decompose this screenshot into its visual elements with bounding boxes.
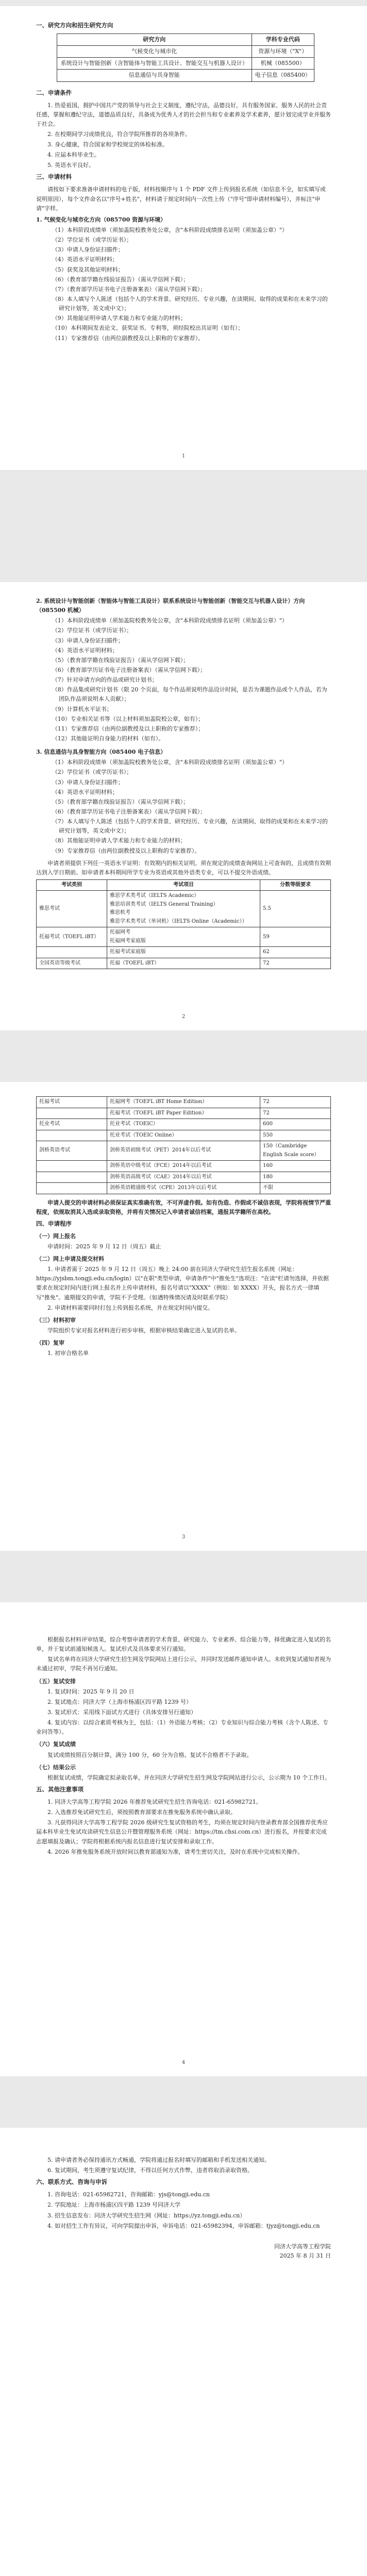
table-row <box>37 1119 331 1130</box>
table-cell: 550 <box>260 1130 330 1141</box>
list-item: 2. 复试地点：同济大学（上海市杨浦区四平路 1239 号） <box>47 1698 192 1705</box>
table-cell <box>37 1183 107 1194</box>
table-cell: 剑桥英语初级考试（PET）2014年以后考试 <box>107 1141 260 1161</box>
section-title: 六、联系方式、咨询与申诉 <box>36 2178 107 2186</box>
table-row <box>37 1161 331 1172</box>
table-cell: 72 <box>260 1108 330 1119</box>
list-item: （3）申请人身份证扫描件； <box>52 637 124 644</box>
table-header: 研究方向 <box>57 33 252 45</box>
list-item: 2. 入选推荐免试研究生后，须按照教育部要求在推免服务系统中确认录取。 <box>47 1809 236 1816</box>
table-row <box>37 1172 331 1183</box>
paragraph: 3. 身心健康，符合国家和学校规定的体检标准。 <box>47 141 168 148</box>
list-item: （10）专业相关证书等（以上材料须加盖院校公章，如有）； <box>52 715 204 722</box>
list-item: 1. 同济大学高等工程学院 2026 年推荐免试研究生招生咨询电话：021-65982721。 <box>47 1798 262 1805</box>
table-cell: 资源与环境（"X"） <box>252 46 314 58</box>
list-item: 4. 2026 年推免服务系统开放时间以教育部通知为准，请考生密切关注，及时在系统中完成相关操作。 <box>47 1848 304 1855</box>
page-number: 3 <box>181 1534 186 1540</box>
table-cell: 托福考试（TOEFL iBT Paper Edition） <box>107 1108 260 1119</box>
paragraph: 根据复试成绩，学院确定拟录取名单，并在同济大学研究生招生网及学院网站进行公示，公示期为 10 个工作日。 <box>47 1774 330 1781</box>
paragraph: 4. 应届本科毕业生。 <box>47 151 100 159</box>
english-requirement-table-continued <box>36 1096 331 1194</box>
list-item: （10）本科期间发表论文、获奖证书、专利等，须经院校出具证明（如有）； <box>52 325 244 332</box>
subsection-title: （六）复试成绩 <box>36 1741 76 1748</box>
table-row <box>37 1130 331 1141</box>
list-item: （7）本人填写个人陈述（包括个人的学术背景、研究经历、专业兴趣，在读期间、取得的成果和在未来学习的研究计划等，英文或中文）； <box>52 818 328 835</box>
table-cell: 托福考试家庭版 <box>107 947 260 958</box>
table-cell: 5.5 <box>260 891 330 927</box>
table-cell: 系统设计与智能创新（含智能体与智能工具设计、智能交互与机器人设计） <box>57 58 252 70</box>
table-cell: 气候变化与城市化 <box>57 46 252 58</box>
table-row <box>57 58 314 70</box>
list-item: （4）英语水平证明材料； <box>52 788 118 795</box>
page-1 <box>0 6 367 470</box>
page-number: 2 <box>181 1013 186 1020</box>
list-item: （6）（教育部学籍在线验证报告）（需从学信网下载）； <box>52 276 189 283</box>
list-item: 1. 咨询电话：021-65982721，咨询邮箱：yjs@tongji.edu.cn <box>47 2191 210 2198</box>
list-item: （5）（教育部学籍在线验证报告）（需从学信网下载）； <box>52 656 189 664</box>
table-cell: 72 <box>260 958 330 969</box>
table-cell: 59 <box>260 927 330 947</box>
table-header: 考试项目 <box>107 879 260 891</box>
page-5 <box>0 2128 367 2576</box>
table-row <box>57 46 314 58</box>
table-cell: 剑桥英语精通级考试（CPE）2013年以后考试 <box>107 1183 260 1194</box>
table-header: 学科专业代码 <box>252 33 314 45</box>
list-item: （2）学位证书（或学历证书）； <box>52 236 132 244</box>
page-2 <box>0 582 367 1030</box>
table-cell: 雅思考试 <box>37 891 107 927</box>
table-row <box>37 1108 331 1119</box>
list-item: 3. 招生信息发布：同济大学研究生招生网（网址：https://yz.tongji.edu.cn） <box>47 2212 246 2219</box>
table-cell: 剑桥英语中级考试（FCE）2014年以后考试 <box>107 1161 260 1172</box>
subsection-title: （一）网上报名 <box>36 1232 76 1240</box>
paragraph: 申请时间：2025 年 9 月 12 日（周五）截止 <box>47 1243 161 1250</box>
section-title: 二、申请条件 <box>36 89 72 96</box>
table-cell: 托福（TOEFL iBT） <box>107 958 260 969</box>
paragraph: 复试名单将在同济大学研究生招生网及学院网站上进行公示，并同时发送邮件通知申请人。未收到复试通知者视为未通过初审，学院不再另行通知。 <box>36 1656 331 1672</box>
list-item: （8）其他能证明申请人学术能力和专业能力的材料； <box>52 837 186 844</box>
table-cell: 雅思学术类考试（IELTS Academic） 雅思培训类考试（IELTS General Training） 雅思机考 雅思学术类考试（单词机）（IELTS Online（Academic）） <box>107 891 260 927</box>
paragraph: 1. 热爱祖国，拥护中国共产党的领导与社会主义制度，遵纪守法，品德良好，具有服务国家、服务人民的社会责任感，掌握和遵纪守法，道德品质良好，具备成为优秀人才的社会担当和专业素养及学术素养，愿计划完成学业并服务于社会。 <box>36 101 331 127</box>
list-item: （2）学位证书（或学历证书）； <box>52 627 132 634</box>
table-cell <box>37 1108 107 1119</box>
page-number: 1 <box>181 453 186 459</box>
table-cell: 150（Cambridge English Scale score） <box>260 1141 330 1161</box>
list-item: 1. 复试时间：2025 年 9 月 20 日 <box>47 1688 135 1695</box>
list-item: 4. 如对招生工作有异议，可向学院提出申诉，申诉电话：021-65982394，申诉邮箱：tjyz@tongji.edu.cn <box>47 2222 320 2229</box>
table-cell: 托福考试（TOEFL iBT） <box>37 927 107 947</box>
list-item: （1）本科阶段成绩单（须加盖院校教务处公章，含"本科阶段成绩排名证明（须加盖公章）"） <box>52 617 288 624</box>
paragraph: 2. 在校期间学习成绩优良，符合学院所推荐的各项条件。 <box>47 130 191 138</box>
table-cell: 托业考试（TOEIC Online） <box>107 1130 260 1141</box>
paragraph: 1. 申请者需于 2025 年 9 月 12 日（周五）晚上 24:00 前在同济大学研究生招生报名系统（网址：https://yjsbm.tongji.edu.cn/login）以"在职"类型申请，申请条件"中"推免生"选项注："在读"栏请勿选择，并依据要求在规定时间内进行网上报名并上传申请材料，报名号请以"XXXX"（例如：如 XXXX）开头，报名方式一律填写"推免"。逾期提交的申请，学院不予受理。（如遇特殊情况请及时联系学院） <box>36 1266 329 1301</box>
paragraph: 复试成绩按照百分制计算，满分 100 分，60 分为合格。复试不合格者不予录取。 <box>47 1751 253 1758</box>
list-item: （1）本科阶段成绩单（须加盖院校教务处公章，含"本科阶段成绩排名证明（须加盖公章）"） <box>52 759 288 766</box>
table-row <box>37 947 331 958</box>
list-item: （2）学位证书（或学历证书）； <box>52 769 132 776</box>
table-cell: 180 <box>260 1172 330 1183</box>
direction-table <box>57 33 314 82</box>
list-item: （6）（教育部学历证书电子注册备案表）（需从学信网下载）； <box>52 666 206 673</box>
table-cell: 托福网考 托福网考家庭版 <box>107 927 260 947</box>
page-number: 4 <box>181 2059 186 2065</box>
section-title: 五、其他注意事项 <box>36 1785 84 1793</box>
table-cell: 电子信息（085400） <box>252 70 314 81</box>
list-item: 6. 复试期间，考生须遵守复试纪律，不得以任何方式作弊，违者将取消录取资格。 <box>47 2167 253 2174</box>
list-item: （6）（教育部学历证书电子注册备案表）（需从学信网下载）； <box>52 808 206 815</box>
table-row <box>57 70 314 81</box>
table-cell: 托福网考（TOEFL iBT Home Edition） <box>107 1097 260 1108</box>
list-item: （3）申请人身份证扫描件； <box>52 778 124 786</box>
list-item: （7）针对申请方向的作品或研究计划书； <box>52 676 158 684</box>
subsection-title: （二）网上申请及提交材料 <box>36 1256 104 1263</box>
table-cell: 信息通信与具身智能 <box>57 70 252 81</box>
list-item: 3. 复试形式：采用线下面试方式进行（具体安排另行通知） <box>47 1708 196 1716</box>
subsection-title: 2. 系统设计与智能创新（智能体与智能工具设计）联系系统设计与智能创新（智能交互与机器人设计）方向（085500 机械） <box>36 598 305 614</box>
list-item: （9）专家推荐信（由两位副教授及以上职称的专家推荐）。 <box>52 847 201 854</box>
paragraph: 学院组织专家对报名材料进行初步审核，根据审核结果确定进入复试的名单。 <box>47 1327 240 1334</box>
subsection-title: （四）复审 <box>36 1340 64 1347</box>
signature-date: 2025 年 8 月 31 日 <box>279 2252 331 2259</box>
integrity-notice: 申请人提交的申请材料必须保证真实准确有效，不可弄虚作假。如有伪造、作假或不诚信表现，学院将视情节严重程度，依规取消其入选或录取资格，并将有关情况记入申请者诚信档案，通报其学籍所在高校。 <box>36 1199 331 1215</box>
paragraph: 申请者须提供下列任一英语水平证明：有效期内的相关证明。须在规定的成绩查询网站上可查询的，且成绩有效期达到入学日期前。如申请者本科期间所学专业为英语或其他外语类专业，可以不提交外语成绩。 <box>36 859 331 876</box>
table-cell: 剑桥英语考试 <box>37 1141 107 1161</box>
table-cell: 托福考试 <box>37 1097 107 1108</box>
signature-org: 同济大学高等工程学院 <box>274 2243 331 2250</box>
section-title: 一、研究方向和招生研究方向 <box>36 22 113 29</box>
list-item: （1）本科阶段成绩单（须加盖院校教务处公章，含"本科阶段成绩排名证明（须加盖公章）"） <box>52 227 288 234</box>
table-cell: 62 <box>260 947 330 958</box>
section-title: 三、申请材料 <box>36 173 72 181</box>
list-item: （4）英语水平证明材料； <box>52 647 118 654</box>
signature-block <box>36 2242 331 2261</box>
list-item: （7）（教育部学历证书电子注册备案表）（需从学信网下载）； <box>52 285 206 293</box>
list-item: （12）其他能证明自身能力的材料（如有）。 <box>52 735 164 742</box>
paragraph: 1. 初审合格名单 <box>47 1350 89 1357</box>
table-row <box>37 1183 331 1194</box>
subsection-title: （七）结果公示 <box>36 1764 76 1771</box>
subsection-title: 3. 信息通信与具身智能方向（085400 电子信息） <box>36 749 166 756</box>
list-item: 3. 凡获得同济大学高等工程学院 2026 级研究生复试资格的考生，均须在规定时间内登录教育部全国推荐优秀应届本科毕业生免试攻读研究生信息公开暨管理服务系统（网址：https://tm.chsi.com.cn）进行报名，并按要求完成志愿填报及确认；学院将根据系统内报名信息进行复试安排和录取工作。 <box>36 1819 328 1845</box>
english-requirement-table <box>36 879 331 970</box>
table-cell: 600 <box>260 1119 330 1130</box>
table-cell: 72 <box>260 1097 330 1108</box>
page-3 <box>0 1082 367 1551</box>
table-cell <box>37 1130 107 1141</box>
table-row <box>37 1141 331 1161</box>
paragraph: 根据报名材料评审结果，综合考察申请者的学术背景、研究能力、专业素养、综合能力等，择优确定进入复试的名单，并于复试前通知候选人。复试形式及具体要求另行通知。 <box>36 1636 331 1653</box>
table-row <box>37 1097 331 1108</box>
table-cell: 160 <box>260 1161 330 1172</box>
list-item: （3）申请人身份证扫描件； <box>52 246 124 253</box>
list-item: （9）其他能证明申请人学术能力和专业能力的材料； <box>52 315 186 322</box>
list-item: （5）获奖及其他证明材料； <box>52 266 124 273</box>
table-row <box>37 891 331 927</box>
list-item: （5）（教育部学籍在线验证报告）（需从学信网下载）； <box>52 798 189 805</box>
page-4 <box>0 1602 367 2076</box>
table-cell: 托业考试（TOEIC） <box>107 1119 260 1130</box>
table-header: 分数等级要求 <box>260 879 330 891</box>
list-item: （11）专家推荐信（由两位副教授及以上职称的专家推荐）。 <box>52 334 204 342</box>
list-item: （9）计算机水平证书； <box>52 705 112 713</box>
paragraph: 2. 申请材料需要同时打包上传到报名系统，并在规定时间内提交。 <box>47 1304 213 1311</box>
list-item: （8）本人填写个人陈述（包括个人的学术背景、研究经历、专业兴趣，在读期间、取得的成果和在未来学习的研究计划等，英文或中文）； <box>52 296 328 312</box>
subsection-title: 1. 气候变化与城市化方向（085700 资源与环境） <box>36 216 166 223</box>
table-row <box>37 927 331 947</box>
list-item: 2. 学院地址：上海市杨浦区四平路 1239 号同济大学 <box>47 2201 180 2209</box>
table-cell: 不限 <box>260 1183 330 1194</box>
section-title: 四、申请程序 <box>36 1219 72 1227</box>
paragraph: 请按如下要求准备申请材料的电子版，材料按顺序与 1 个 PDF 文件上传到报名系统（如信息不全，如实填写或说明原因），每个文件命名以"序号+姓名"，材料请于规定时间内一次性上传（"序号"即申请材料编号），并标注"申请"字样。 <box>36 186 326 212</box>
paragraph: 4. 复试内容：以综合素质考核为主，包括：（1）外语能力考核；（2）专业知识与综合能力考核（含个人陈述、专业问答等）。 <box>36 1719 328 1736</box>
list-item: 5. 请申请者务必保持通讯方式畅通，学院将通过报名时填写的邮箱和手机发送相关通知。 <box>47 2157 270 2163</box>
table-cell: 机械（085500） <box>252 58 314 70</box>
table-cell: 剑桥英语高级考试（CAE）2014年以后考试 <box>107 1172 260 1183</box>
subsection-title: （五）复试安排 <box>36 1677 76 1685</box>
list-item: （4）英语水平证明材料； <box>52 256 118 263</box>
table-cell: 全国英语等级考试 <box>37 958 107 969</box>
table-cell: 托业考试 <box>37 1119 107 1130</box>
table-cell <box>37 947 107 958</box>
list-item: （11）专家推荐信（由两位副教授及以上职称的专家推荐）； <box>52 725 204 732</box>
table-header: 考试类别 <box>37 879 107 891</box>
table-row <box>37 958 331 969</box>
table-cell <box>37 1172 107 1183</box>
table-cell <box>37 1161 107 1172</box>
paragraph: 5. 英语水平良好。 <box>47 162 94 169</box>
subsection-title: （三）材料初审 <box>36 1316 76 1324</box>
list-item: （8）作品集或研究计划书（限 20 个页面，每个作品须说明作品设计时间，是否为课题作品或个人作品，若为团队作品须说明本人贡献）； <box>52 686 327 703</box>
